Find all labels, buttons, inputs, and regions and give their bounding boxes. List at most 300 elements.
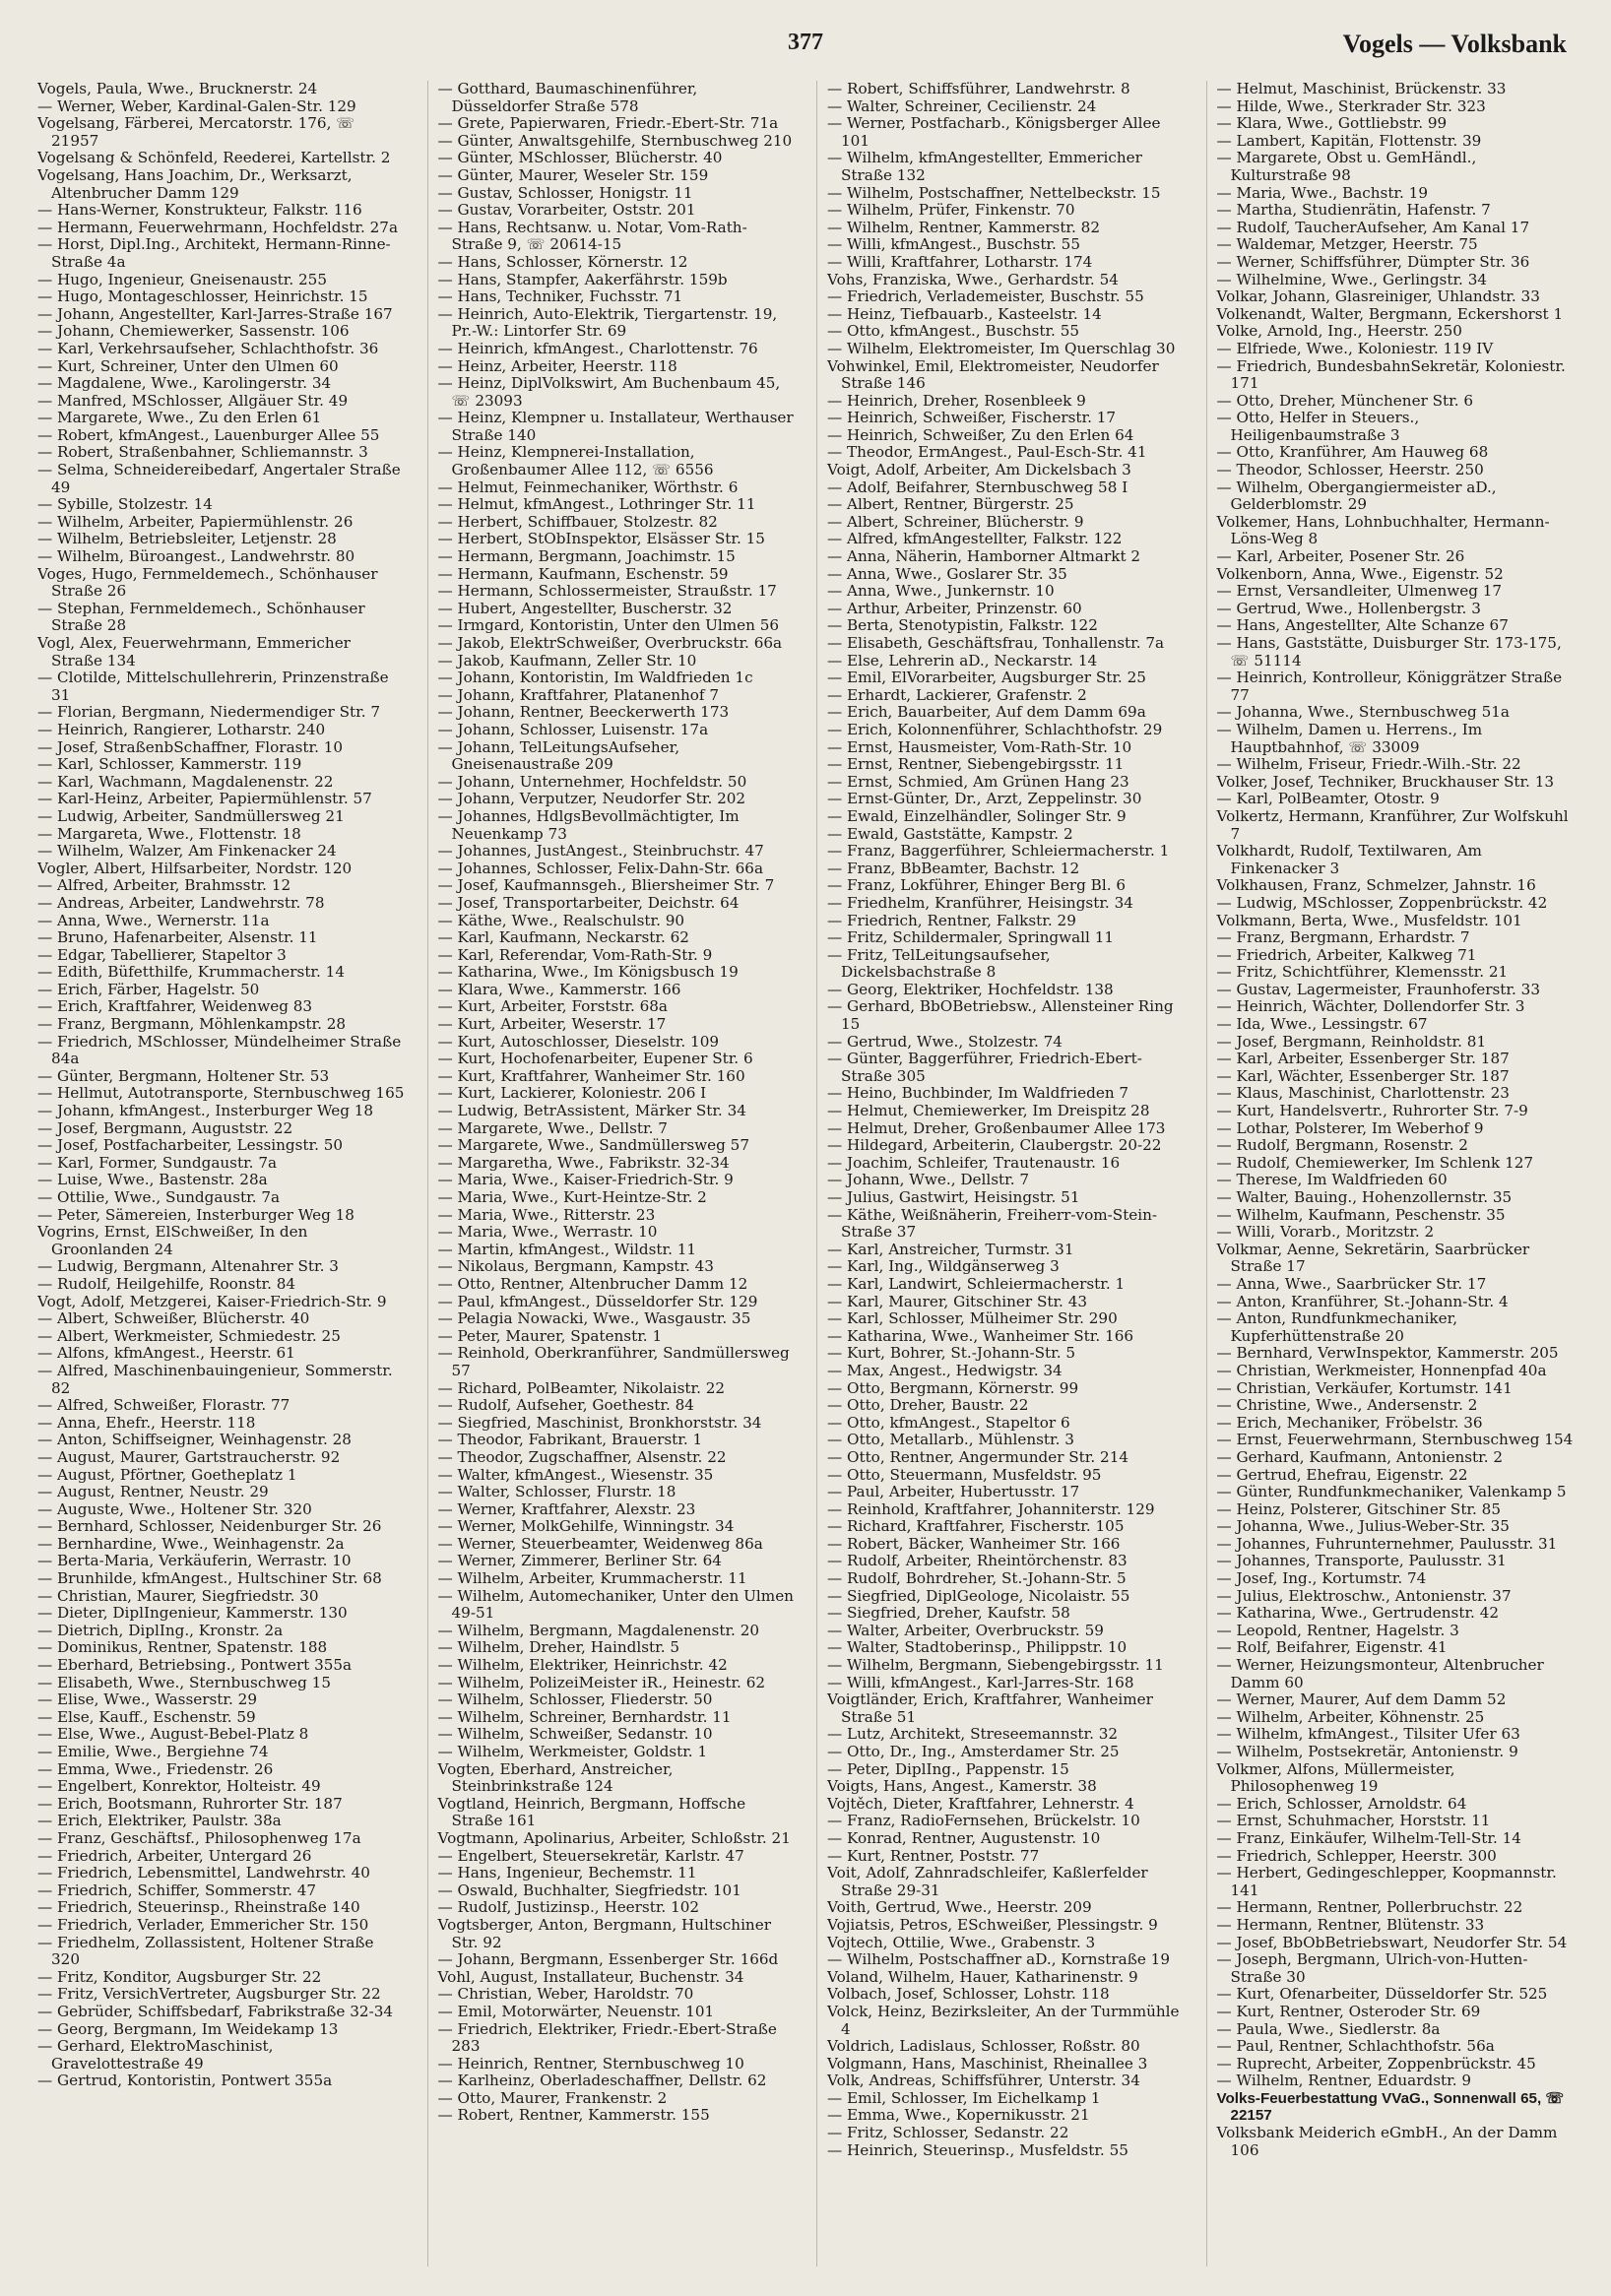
directory-entry: — Margareta, Wwe., Flottenstr. 18 — [37, 824, 301, 843]
directory-entry: — Sybille, Stolzestr. 14 — [37, 495, 213, 514]
directory-entry: Volksbank Meiderich eGmbH., An der Damm 106 — [1216, 2124, 1558, 2159]
directory-entry: — Rudolf, Justizinsp., Heerstr. 102 — [437, 1898, 700, 1917]
directory-entry: — Kurt, Rentner, Osteroder Str. 69 — [1216, 2002, 1481, 2020]
directory-entry: — Josef, Bergmann, Auguststr. 22 — [37, 1118, 293, 1137]
directory-entry: — Gertrud, Wwe., Stolzestr. 74 — [827, 1032, 1063, 1051]
directory-entry: Volkenandt, Walter, Bergmann, Eckershorst 1 — [1216, 304, 1564, 323]
directory-entry: — Heinrich, Dreher, Rosenbleek 9 — [827, 391, 1086, 410]
directory-entry: Volkhausen, Franz, Schmelzer, Jahnstr. 16 — [1216, 876, 1536, 895]
directory-entry: — Friedrich, Elektriker, Friedr.-Ebert-Straße 283 — [437, 2019, 777, 2056]
directory-entry: — Albert, Werkmeister, Schmiedestr. 25 — [37, 1326, 341, 1345]
directory-entry: — Alfons, kfmAngest., Heerstr. 61 — [37, 1344, 295, 1363]
directory-entry: — Theodor, Zugschaffner, Alsenstr. 22 — [437, 1447, 727, 1466]
directory-entry: Volke, Arnold, Ing., Heerstr. 250 — [1216, 322, 1462, 341]
directory-entry: — Edgar, Tabellierer, Stapeltor 3 — [37, 945, 287, 964]
directory-entry: — Willi, kfmAngest., Karl-Jarres-Str. 168 — [827, 1673, 1134, 1691]
directory-entry: — Karl, Schlosser, Mülheimer Str. 290 — [827, 1309, 1118, 1328]
directory-entry: — Josef, Ing., Kortumstr. 74 — [1216, 1569, 1427, 1588]
directory-entry: — Bernhard, Schlosser, Neidenburger Str. 26 — [37, 1517, 382, 1536]
directory-entry: Volkmar, Aenne, Sekretärin, Saarbrücker Straße 17 — [1216, 1240, 1530, 1276]
directory-entry: — Reinhold, Kraftfahrer, Johanniterstr. 129 — [827, 1499, 1155, 1518]
directory-entry: — Ernst, Schuhmacher, Horststr. 11 — [1216, 1812, 1491, 1830]
directory-entry: — Anna, Wwe., Wernerstr. 11a — [37, 911, 270, 929]
directory-entry: — Karl-Heinz, Arbeiter, Papiermühlenstr. 57 — [37, 790, 372, 808]
directory-entry: — Wilhelm, Postsekretär, Antonienstr. 9 — [1216, 1743, 1518, 1760]
directory-entry: — Otto, kfmAngest., Buschstr. 55 — [827, 322, 1080, 341]
directory-entry: — Heinrich, Rangierer, Lotharstr. 240 — [37, 720, 326, 738]
directory-entry: — Hans, Rechtsanw. u. Notar, Vom-Rath-Straße 9, ☏ 20614-15 — [437, 218, 747, 254]
directory-entry: — Georg, Bergmann, Im Weidekamp 13 — [37, 2019, 339, 2038]
directory-entry: — Wilhelm, Bergmann, Magdalenenstr. 20 — [437, 1621, 760, 1639]
directory-entry: — Berta, Stenotypistin, Falkstr. 122 — [827, 616, 1098, 635]
directory-entry: — Heinrich, Schweißer, Fischerstr. 17 — [827, 409, 1117, 427]
directory-entry: — Margaretha, Wwe., Fabrikstr. 32-34 — [437, 1153, 730, 1172]
directory-entry: — Günter, Anwaltsgehilfe, Sternbuschweg 210 — [437, 131, 793, 150]
directory-entry: — Gerhard, Kaufmann, Antonienstr. 2 — [1216, 1447, 1504, 1466]
directory-entry: — Friedrich, Arbeiter, Kalkweg 71 — [1216, 945, 1477, 964]
directory-entry: — Alfred, Schweißer, Florastr. 77 — [37, 1396, 290, 1415]
directory-entry: — Hermann, Kaufmann, Eschenstr. 59 — [437, 564, 729, 583]
directory-entry: — Karl, Arbeiter, Posener Str. 26 — [1216, 547, 1465, 566]
directory-entry: — Johann, Angestellter, Karl-Jarres-Straße 167 — [37, 304, 393, 323]
directory-entry: — Christian, Werkmeister, Honnenpfad 40a — [1216, 1361, 1547, 1379]
directory-entry: — Werner, MolkGehilfe, Winningstr. 34 — [437, 1517, 735, 1536]
directory-entry: — Rudolf, Aufseher, Goethestr. 84 — [437, 1396, 694, 1415]
directory-entry: — Stephan, Fernmeldemech., Schönhauser Straße 28 — [37, 599, 365, 635]
directory-entry: — Kurt, Arbeiter, Weserstr. 17 — [437, 1015, 667, 1034]
directory-entry: — Konrad, Rentner, Augustenstr. 10 — [827, 1828, 1101, 1847]
directory-entry: Volkar, Johann, Glasreiniger, Uhlandstr. 33 — [1216, 287, 1540, 306]
directory-entry: — Hermann, Bergmann, Joachimstr. 15 — [437, 547, 736, 566]
directory-entry: — Gebrüder, Schiffsbedarf, Fabrikstraße 32-34 — [37, 2002, 394, 2020]
directory-entry: — Werner, Schiffsführer, Dümpter Str. 36 — [1216, 252, 1530, 271]
directory-entry: — Werner, Heizungsmonteur, Altenbrucher Damm 60 — [1216, 1656, 1544, 1691]
directory-entry: — Ernst, Hausmeister, Vom-Rath-Str. 10 — [827, 737, 1132, 756]
directory-entry: — Karl, PolBeamter, Otostr. 9 — [1216, 790, 1440, 808]
directory-entry: — Elfriede, Wwe., Koloniestr. 119 IV — [1216, 339, 1494, 357]
directory-entry: — Auguste, Wwe., Holtener Str. 320 — [37, 1499, 312, 1518]
directory-entry: Vogtmann, Apolinarius, Arbeiter, Schloßstr. 21 — [437, 1828, 791, 1847]
directory-entry: — Hans, Schlosser, Körnerstr. 12 — [437, 252, 688, 271]
directory-entry: — Clotilde, Mittelschullehrerin, Prinzenstraße 31 — [37, 669, 389, 704]
directory-entry: — Heinz, DiplVolkswirt, Am Buchenbaum 45, ☏ 23093 — [437, 374, 781, 410]
directory-entry: — Johann, Rentner, Beeckerwerth 173 — [437, 703, 730, 722]
directory-entry: Volkertz, Hermann, Kranführer, Zur Wolfskuhl 7 — [1216, 806, 1569, 843]
directory-entry: — Else, Kauff., Eschenstr. 59 — [37, 1707, 256, 1726]
directory-entry: — Jakob, ElektrSchweißer, Overbruckstr. 66a — [437, 634, 783, 652]
directory-column-1 — [37, 81, 406, 2266]
directory-entry: — Else, Wwe., August-Bebel-Platz 8 — [37, 1725, 309, 1744]
directory-entry: — Bernhardine, Wwe., Weinhagenstr. 2a — [37, 1534, 345, 1553]
directory-entry: — Karl, Landwirt, Schleiermacherstr. 1 — [827, 1274, 1126, 1293]
directory-entry: — Alfred, Maschinenbauingenieur, Sommerstr. 82 — [37, 1361, 393, 1397]
directory-entry: Voldrich, Ladislaus, Schlosser, Roßstr. 80 — [827, 2037, 1140, 2056]
directory-entry: — Friedrich, Arbeiter, Untergard 26 — [37, 1846, 312, 1865]
directory-entry: Vogler, Albert, Hilfsarbeiter, Nordstr. 120 — [37, 859, 353, 877]
directory-entry: — Johanna, Wwe., Sternbuschweg 51a — [1216, 703, 1510, 722]
directory-entry: — Alfred, kfmAngestellter, Falkstr. 122 — [827, 530, 1123, 548]
directory-entry: Voigts, Hans, Angest., Kamerstr. 38 — [827, 1777, 1097, 1796]
directory-entry: — Wilhelm, Postschaffner, Nettelbeckstr. 15 — [827, 183, 1161, 202]
directory-entry: — Anna, Wwe., Junkernstr. 10 — [827, 582, 1055, 601]
directory-entry: — Peter, DiplIng., Pappenstr. 15 — [827, 1759, 1069, 1778]
directory-entry: — Johann, kfmAngest., Insterburger Weg 18 — [37, 1102, 374, 1120]
directory-entry: — Friedrich, Rentner, Falkstr. 29 — [827, 911, 1076, 929]
directory-entry: — Rudolf, Bergmann, Rosenstr. 2 — [1216, 1136, 1468, 1155]
directory-entry: — Wilhelm, Postschaffner aD., Kornstraße 19 — [827, 1950, 1170, 1969]
directory-entry: — Friedrich, Schiffer, Sommerstr. 47 — [37, 1881, 317, 1899]
directory-entry: — Paul, Rentner, Schlachthofstr. 56a — [1216, 2037, 1495, 2056]
directory-entry: — Walter, Bauing., Hohenzollernstr. 35 — [1216, 1188, 1513, 1206]
directory-entry: — Bruno, Hafenarbeiter, Alsenstr. 11 — [37, 928, 318, 947]
directory-entry: — Walter, Stadtoberinsp., Philippstr. 10 — [827, 1638, 1128, 1657]
directory-entry: — Karlheinz, Oberladeschaffner, Dellstr. 62 — [437, 2072, 767, 2090]
directory-entry: — Heinrich, kfmAngest., Charlottenstr. 76 — [437, 339, 758, 357]
directory-entry: — Rolf, Beifahrer, Eigenstr. 41 — [1216, 1638, 1448, 1657]
directory-entry: — Johann, Schlosser, Luisenstr. 17a — [437, 720, 709, 738]
directory-entry: — Wilhelm, Arbeiter, Krummacherstr. 11 — [437, 1569, 747, 1588]
directory-entry: — Franz, Bergmann, Möhlenkampstr. 28 — [37, 1015, 347, 1034]
directory-entry: Volkmann, Berta, Wwe., Musfeldstr. 101 — [1216, 911, 1522, 929]
directory-entry: — Hugo, Montageschlosser, Heinrichstr. 15 — [37, 287, 368, 306]
directory-entry: — Paula, Wwe., Siedlerstr. 8a — [1216, 2019, 1441, 2038]
directory-entry: — Johannes, HdlgsBevollmächtigter, Im Neuenkamp 73 — [437, 806, 740, 843]
directory-entry: — Rudolf, TaucherAufseher, Am Kanal 17 — [1216, 218, 1530, 236]
directory-entry: — Karl, Schlosser, Kammerstr. 119 — [37, 755, 302, 774]
directory-entry: Volck, Heinz, Bezirksleiter, An der Turmmühle 4 — [827, 2002, 1180, 2038]
directory-entry: — Ludwig, Arbeiter, Sandmüllersweg 21 — [37, 806, 345, 825]
directory-entry: — Ernst, Schmied, Am Grünen Hang 23 — [827, 772, 1129, 791]
directory-entry: — Maria, Wwe., Bachstr. 19 — [1216, 183, 1428, 202]
directory-entry: — Ernst, Versandleiter, Ulmenweg 17 — [1216, 582, 1503, 601]
directory-entry: — Leopold, Rentner, Hagelstr. 3 — [1216, 1621, 1459, 1639]
directory-entry: — Wilhelm, Arbeiter, Papiermühlenstr. 26 — [37, 512, 354, 531]
directory-entry: — Heinz, Tiefbauarb., Kasteelstr. 14 — [827, 304, 1102, 323]
directory-entry: — Karl, Wachmann, Magdalenenstr. 22 — [37, 772, 334, 791]
directory-entry: — Friedrich, BundesbahnSekretär, Koloniestr. 171 — [1216, 356, 1566, 393]
directory-entry: — Hermann, Rentner, Pollerbruchstr. 22 — [1216, 1898, 1523, 1917]
directory-entry: — Otto, Maurer, Frankenstr. 2 — [437, 2088, 668, 2107]
directory-entry: — Walter, Schreiner, Cecilienstr. 24 — [827, 96, 1097, 115]
directory-entry: Vojtech, Ottilie, Wwe., Grabenstr. 3 — [827, 1933, 1096, 1951]
directory-entry: — Joseph, Bergmann, Ulrich-von-Hutten-Straße 30 — [1216, 1950, 1528, 1986]
directory-entry: — Ewald, Einzelhändler, Solinger Str. 9 — [827, 806, 1127, 825]
directory-entry: — Dominikus, Rentner, Spatenstr. 188 — [37, 1638, 328, 1657]
directory-entry: — Walter, kfmAngest., Wiesenstr. 35 — [437, 1465, 714, 1484]
directory-entry: — Kurt, Schreiner, Unter den Ulmen 60 — [37, 356, 339, 375]
directory-entry: — Selma, Schneidereibedarf, Angertaler Straße 49 — [37, 461, 401, 496]
directory-entry: Volkemer, Hans, Lohnbuchhalter, Hermann-Löns-Weg 8 — [1216, 512, 1550, 548]
directory-entry: — Heinz, Klempner u. Installateur, Werthauser Straße 140 — [437, 409, 794, 444]
directory-entry: — Ludwig, BetrAssistent, Märker Str. 34 — [437, 1102, 746, 1120]
directory-entry: — Emilie, Wwe., Bergiehne 74 — [37, 1743, 269, 1760]
directory-entry: — Helmut, Dreher, Großenbaumer Allee 173 — [827, 1118, 1166, 1137]
directory-entry: — Otto, Rentner, Angermunder Str. 214 — [827, 1447, 1129, 1466]
directory-entry: — Ludwig, Bergmann, Altenahrer Str. 3 — [37, 1257, 339, 1276]
directory-entry: — Erhardt, Lackierer, Grafenstr. 2 — [827, 685, 1087, 704]
directory-entry: — Waldemar, Metzger, Heerstr. 75 — [1216, 235, 1478, 254]
directory-entry: — Gertrud, Kontoristin, Pontwert 355a — [37, 2072, 333, 2090]
directory-entry: — Otto, Dreher, Münchener Str. 6 — [1216, 391, 1474, 410]
directory-entry: — Katharina, Wwe., Im Königsbusch 19 — [437, 963, 739, 982]
directory-entry: — Maria, Wwe., Kaiser-Friedrich-Str. 9 — [437, 1171, 734, 1189]
directory-entry: Vogrins, Ernst, ElSchweißer, In den Groonlanden 24 — [37, 1223, 308, 1258]
directory-entry: Vojiatsis, Petros, ESchweißer, Plessingstr. 9 — [827, 1915, 1158, 1934]
directory-entry: — Hubert, Angestellter, Buscherstr. 32 — [437, 599, 733, 617]
directory-entry: — Wilhelm, Bergmann, Siebengebirgsstr. 11 — [827, 1656, 1164, 1675]
directory-entry: — Gustav, Vorarbeiter, Oststr. 201 — [437, 201, 696, 220]
directory-entry: — Franz, Bergmann, Erhardstr. 7 — [1216, 928, 1470, 947]
directory-entry: — Johannes, Schlosser, Felix-Dahn-Str. 66a — [437, 859, 763, 877]
directory-entry: — Otto, Helfer in Steuers., Heiligenbaumstraße 3 — [1216, 409, 1420, 444]
directory-entry: Vohs, Franziska, Wwe., Gerhardstr. 54 — [827, 270, 1119, 288]
directory-entry: — Johann, Wwe., Dellstr. 7 — [827, 1171, 1030, 1189]
directory-entry: — Ida, Wwe., Lessingstr. 67 — [1216, 1015, 1428, 1034]
directory-entry: — Friedhelm, Zollassistent, Holtener Straße 320 — [37, 1933, 374, 1969]
directory-entry: Vogten, Eberhard, Anstreicher, Steinbrinkstraße 124 — [437, 1759, 674, 1796]
directory-entry: — Richard, PolBeamter, Nikolaistr. 22 — [437, 1378, 726, 1397]
directory-entry: — Elise, Wwe., Wasserstr. 29 — [37, 1690, 257, 1709]
directory-entry: Vogtsberger, Anton, Bergmann, Hultschiner Str. 92 — [437, 1915, 771, 1951]
directory-entry: — Heinz, Arbeiter, Heerstr. 118 — [437, 356, 677, 375]
directory-entry: — Erich, Färber, Hagelstr. 50 — [37, 980, 260, 998]
directory-entry: — Klaus, Maschinist, Charlottenstr. 23 — [1216, 1084, 1510, 1103]
directory-entry: — Engelbert, Konrektor, Holteistr. 49 — [37, 1777, 321, 1796]
directory-entry: — Wilhelm, kfmAngest., Tilsiter Ufer 63 — [1216, 1725, 1520, 1744]
directory-entry: — Karl, Verkehrsaufseher, Schlachthofstr. 36 — [37, 339, 379, 357]
directory-entry: — Anna, Näherin, Hamborner Altmarkt 2 — [827, 547, 1141, 566]
directory-entry: — Hans-Werner, Konstrukteur, Falkstr. 116 — [37, 201, 362, 220]
directory-entry: — Heinrich, Steuerinsp., Musfeldstr. 55 — [827, 2140, 1128, 2159]
directory-entry: Vogl, Alex, Feuerwehrmann, Emmericher Straße 134 — [37, 634, 351, 670]
directory-entry: — Werner, Kraftfahrer, Alexstr. 23 — [437, 1499, 696, 1518]
directory-entry: — Johannes, Fuhrunternehmer, Paulusstr. 31 — [1216, 1534, 1558, 1553]
directory-entry: — Walter, Arbeiter, Overbruckstr. 59 — [827, 1621, 1104, 1639]
directory-entry: — Wilhelm, Kaufmann, Peschenstr. 35 — [1216, 1205, 1506, 1224]
directory-entry: — Herbert, StObInspektor, Elsässer Str. 15 — [437, 530, 765, 548]
directory-entry: — Dietrich, DiplIng., Kronstr. 2a — [37, 1621, 284, 1639]
directory-entry: — Werner, Steuerbeamter, Weidenweg 86a — [437, 1534, 763, 1553]
directory-entry: — Hans, Gaststätte, Duisburger Str. 173-175, ☏ 51114 — [1216, 634, 1562, 670]
directory-entry: — Julius, Elektroschw., Antonienstr. 37 — [1216, 1586, 1512, 1605]
directory-entry: — Heino, Buchbinder, Im Waldfrieden 7 — [827, 1084, 1129, 1103]
directory-column-2 — [427, 81, 796, 2266]
directory-entry: — Wilhelm, Automechaniker, Unter den Ulmen 49-51 — [437, 1586, 794, 1623]
directory-entry: — Otto, kfmAngest., Stapeltor 6 — [827, 1413, 1070, 1432]
directory-entry: — Martin, kfmAngest., Wildstr. 11 — [437, 1240, 697, 1258]
directory-entry: — Friedrich, Verlader, Emmericher Str. 150 — [37, 1915, 369, 1934]
directory-entry: Vojtěch, Dieter, Kraftfahrer, Lehnerstr. 4 — [827, 1794, 1134, 1813]
directory-entry: — Gertrud, Wwe., Hollenbergstr. 3 — [1216, 599, 1481, 617]
directory-entry: — Wilhelm, Prüfer, Finkenstr. 70 — [827, 201, 1075, 220]
directory-entry: — Wilhelmine, Wwe., Gerlingstr. 34 — [1216, 270, 1488, 288]
directory-entry: — Albert, Rentner, Bürgerstr. 25 — [827, 495, 1074, 514]
directory-entry: — Josef, StraßenbSchaffner, Florastr. 10 — [37, 737, 344, 756]
directory-entry: — Reinhold, Oberkranführer, Sandmüllersweg 57 — [437, 1344, 790, 1379]
directory-entry: — Rudolf, Heilgehilfe, Roonstr. 84 — [37, 1274, 296, 1293]
directory-entry: — Heinz, Klempnerei-Installation, Großenbaumer Allee 112, ☏ 6556 — [437, 443, 714, 479]
directory-entry: — Hildegard, Arbeiterin, Claubergstr. 20-22 — [827, 1136, 1162, 1155]
directory-entry: — Joachim, Schleifer, Trautenaustr. 16 — [827, 1153, 1121, 1172]
directory-entry: Voith, Gertrud, Wwe., Heerstr. 209 — [827, 1898, 1092, 1917]
directory-entry: — Wilhelm, Elektriker, Heinrichstr. 42 — [437, 1656, 728, 1675]
directory-entry: — Friedrich, Lebensmittel, Landwehrstr. 40 — [37, 1864, 370, 1882]
directory-entry: — Theodor, Fabrikant, Brauerstr. 1 — [437, 1431, 703, 1449]
directory-entry: — Margarete, Wwe., Dellstr. 7 — [437, 1118, 668, 1137]
directory-entry: — Theodor, Schlosser, Heerstr. 250 — [1216, 461, 1484, 479]
directory-entry: — Irmgard, Kontoristin, Unter den Ulmen 56 — [437, 616, 780, 635]
directory-entry: — Karl, Former, Sundgaustr. 7a — [37, 1153, 278, 1172]
directory-entry: — Elisabeth, Wwe., Sternbuschweg 15 — [37, 1673, 331, 1691]
directory-entry: Volkhardt, Rudolf, Textilwaren, Am Finkenacker 3 — [1216, 842, 1482, 877]
directory-entry: — Hilde, Wwe., Sterkrader Str. 323 — [1216, 96, 1486, 115]
page-number: 377 — [788, 30, 823, 55]
directory-entry: — Christian, Verkäufer, Kortumstr. 141 — [1216, 1378, 1513, 1397]
directory-entry: — Willi, Kraftfahrer, Lotharstr. 174 — [827, 252, 1093, 271]
directory-entry: — Siegfried, Dreher, Kaufstr. 58 — [827, 1604, 1070, 1623]
directory-entry: — Martha, Studienrätin, Hafenstr. 7 — [1216, 201, 1491, 220]
directory-entry: — Werner, Zimmerer, Berliner Str. 64 — [437, 1552, 722, 1570]
directory-entry: — Fritz, VersichVertreter, Augsburger Str. 22 — [37, 1985, 381, 2004]
directory-entry: — Käthe, Wwe., Realschulstr. 90 — [437, 911, 685, 929]
directory-entry: — Johanna, Wwe., Julius-Weber-Str. 35 — [1216, 1517, 1510, 1536]
directory-entry: — Gotthard, Baumaschinenführer, Düsseldorfer Straße 578 — [437, 81, 698, 115]
directory-entry: — Wilhelm, Rentner, Kammerstr. 82 — [827, 218, 1100, 236]
directory-entry: — Ernst-Günter, Dr., Arzt, Zeppelinstr. 30 — [827, 790, 1142, 808]
directory-entry: Volgmann, Hans, Maschinist, Rheinallee 3 — [827, 2054, 1148, 2073]
directory-entry: — Anton, Kranführer, St.-Johann-Str. 4 — [1216, 1292, 1509, 1310]
directory-entry: — Horst, Dipl.Ing., Architekt, Hermann-Rinne-Straße 4a — [37, 235, 391, 271]
directory-entry: — Karl, Wächter, Essenberger Str. 187 — [1216, 1066, 1510, 1085]
directory-entry: — Josef, Kaufmannsgeh., Bliersheimer Str. 7 — [437, 876, 775, 895]
directory-entry: Vogtland, Heinrich, Bergmann, Hoffsche Straße 161 — [437, 1794, 746, 1830]
directory-entry: — Julius, Gastwirt, Heisingstr. 51 — [827, 1188, 1080, 1206]
directory-entry: — Josef, Transportarbeiter, Deichstr. 64 — [437, 893, 740, 912]
directory-entry: — Hans, Ingenieur, Bechemstr. 11 — [437, 1864, 697, 1882]
directory-entry: — Wilhelm, Büroangest., Landwehrstr. 80 — [37, 547, 355, 566]
directory-entry: — Karl, Maurer, Gitschiner Str. 43 — [827, 1292, 1088, 1310]
directory-entry: Vogelsang & Schönfeld, Reederei, Kartellstr. 2 — [37, 149, 391, 167]
directory-entry: — Peter, Sämereien, Insterburger Weg 18 — [37, 1205, 354, 1224]
directory-entry: — Karl, Kaufmann, Neckarstr. 62 — [437, 928, 689, 947]
directory-entry: — Josef, Postfacharbeiter, Lessingstr. 50 — [37, 1136, 344, 1155]
directory-entry: — Friedrich, Schlepper, Heerstr. 300 — [1216, 1846, 1497, 1865]
directory-entry: — Wilhelm, Walzer, Am Finkenacker 24 — [37, 842, 337, 861]
directory-entry: — Karl, Arbeiter, Essenberger Str. 187 — [1216, 1050, 1510, 1068]
directory-entry: — Max, Angest., Hedwigstr. 34 — [827, 1361, 1063, 1379]
directory-entry: — Margarete, Obst u. GemHändl., Kulturstraße 98 — [1216, 149, 1477, 184]
directory-entry: — Karl, Referendar, Vom-Rath-Str. 9 — [437, 945, 713, 964]
directory-entry: — Heinrich, Schweißer, Zu den Erlen 64 — [827, 425, 1134, 444]
directory-entry: — Luise, Wwe., Bastenstr. 28a — [37, 1171, 268, 1189]
directory-entry: — Robert, Straßenbahner, Schliemannstr. 3 — [37, 443, 368, 462]
directory-entry: — Ottilie, Wwe., Sundgaustr. 7a — [37, 1188, 281, 1206]
directory-entry: Vogelsang, Hans Joachim, Dr., Werksarzt, Altenbrucher Damm 129 — [37, 165, 353, 202]
directory-entry: — Therese, Im Waldfrieden 60 — [1216, 1171, 1448, 1189]
directory-entry: — Albert, Schreiner, Blücherstr. 9 — [827, 512, 1084, 531]
directory-entry: — Robert, Bäcker, Wanheimer Str. 166 — [827, 1534, 1121, 1553]
directory-entry: — Theodor, ErmAngest., Paul-Esch-Str. 41 — [827, 443, 1147, 462]
directory-entry: Volbach, Josef, Schlosser, Lohstr. 118 — [827, 1985, 1110, 2004]
directory-entry: — Erich, Bootsmann, Ruhrorter Str. 187 — [37, 1794, 343, 1813]
running-head: Vogels — Volksbank — [1342, 30, 1567, 58]
directory-entry: Vogt, Adolf, Metzgerei, Kaiser-Friedrich-Str. 9 — [37, 1292, 387, 1310]
directory-entry: — Klara, Wwe., Kammerstr. 166 — [437, 980, 681, 998]
directory-entry: — Siegfried, DiplGeologe, Nicolaistr. 55 — [827, 1586, 1130, 1605]
directory-entry: — Werner, Weber, Kardinal-Galen-Str. 129 — [37, 96, 356, 115]
directory-entry: — Gerhard, BbOBetriebsw., Allensteiner Ring 15 — [827, 997, 1174, 1034]
directory-entry: — Robert, Rentner, Kammerstr. 155 — [437, 2106, 710, 2125]
directory-entry: — Wilhelm, Schweißer, Sedanstr. 10 — [437, 1725, 713, 1744]
directory-entry: — Robert, Schiffsführer, Landwehrstr. 8 — [827, 81, 1130, 97]
directory-entry: — Ernst, Rentner, Siebengebirgsstr. 11 — [827, 755, 1125, 774]
directory-entry: — Friedrich, Steuerinsp., Rheinstraße 140 — [37, 1898, 360, 1917]
directory-entry: — Günter, MSchlosser, Blücherstr. 40 — [437, 149, 723, 167]
directory-entry: — Wilhelm, Schlosser, Fliederstr. 50 — [437, 1690, 713, 1709]
directory-entry: — Herbert, Schiffbauer, Stolzestr. 82 — [437, 512, 718, 531]
directory-entry: Voit, Adolf, Zahnradschleifer, Kaßlerfelder Straße 29-31 — [827, 1864, 1148, 1899]
directory-entry: — Eberhard, Betriebsing., Pontwert 355a — [37, 1656, 353, 1675]
directory-entry: — Brunhilde, kfmAngest., Hultschiner Str. 68 — [37, 1569, 382, 1588]
directory-entry: — Fritz, TelLeitungsaufseher, Dickelsbachstraße 8 — [827, 945, 1051, 982]
directory-entry: — Günter, Maurer, Weseler Str. 159 — [437, 165, 709, 184]
directory-entry: — Ruprecht, Arbeiter, Zoppenbrückstr. 45 — [1216, 2054, 1536, 2073]
directory-column-4 — [1206, 81, 1575, 2266]
directory-entry: — Walter, Schlosser, Flurstr. 18 — [437, 1483, 677, 1501]
directory-entry: — Hans, Stampfer, Aakerfährstr. 159b — [437, 270, 728, 288]
directory-entry: — Wilhelm, Arbeiter, Köhnenstr. 25 — [1216, 1707, 1485, 1726]
directory-entry: — Wilhelm, Dreher, Haindlstr. 5 — [437, 1638, 680, 1657]
directory-entry: — Gerhard, ElektroMaschinist, Gravelottestraße 49 — [37, 2037, 274, 2073]
directory-entry: — Siegfried, Maschinist, Bronkhorststr. 34 — [437, 1413, 762, 1432]
directory-entry: — Hugo, Ingenieur, Gneisenaustr. 255 — [37, 270, 327, 288]
directory-entry: — Franz, Baggerführer, Schleiermacherstr. 1 — [827, 842, 1170, 861]
directory-entry: — Kurt, Rentner, Poststr. 77 — [827, 1846, 1040, 1865]
directory-entry: — Werner, Postfacharb., Königsberger Allee 101 — [827, 114, 1161, 150]
directory-entry: — Franz, Einkäufer, Wilhelm-Tell-Str. 14 — [1216, 1828, 1521, 1847]
directory-entry: — Hermann, Schlossermeister, Straußstr. 17 — [437, 582, 777, 601]
directory-entry: — Wilhelm, kfmAngestellter, Emmericher Straße 132 — [827, 149, 1142, 184]
directory-entry: — Fritz, Schlosser, Sedanstr. 22 — [827, 2124, 1069, 2142]
directory-entry: — Heinz, Polsterer, Gitschiner Str. 85 — [1216, 1499, 1501, 1518]
directory-entry: — Heinrich, Wächter, Dollendorfer Str. 3 — [1216, 997, 1525, 1016]
directory-entry: — Friedrich, Verlademeister, Buschstr. 55 — [827, 287, 1144, 306]
directory-entry: — Anton, Rundfunkmechaniker, Kupferhüttenstraße 20 — [1216, 1309, 1458, 1345]
directory-entry: — Nikolaus, Bergmann, Kampstr. 43 — [437, 1257, 714, 1276]
directory-entry: — Wilhelm, Elektromeister, Im Querschlag 30 — [827, 339, 1176, 357]
directory-entry: Vohwinkel, Emil, Elektromeister, Neudorfer Straße 146 — [827, 356, 1159, 393]
directory-entry: — Anna, Ehefr., Heerstr. 118 — [37, 1413, 256, 1432]
directory-entry: — Paul, Arbeiter, Hubertusstr. 17 — [827, 1483, 1080, 1501]
directory-entry: — Christine, Wwe., Andersenstr. 2 — [1216, 1396, 1478, 1415]
directory-entry: — Katharina, Wwe., Gertrudenstr. 42 — [1216, 1604, 1500, 1623]
directory-entry: — Albert, Schweißer, Blücherstr. 40 — [37, 1309, 310, 1328]
directory-entry: — Rudolf, Bohrdreher, St.-Johann-Str. 5 — [827, 1569, 1127, 1588]
directory-entry: — Franz, RadioFernsehen, Brückelstr. 10 — [827, 1812, 1140, 1830]
directory-entry: — Wilhelm, Rentner, Eduardstr. 9 — [1216, 2072, 1472, 2090]
directory-entry: — Emil, ElVorarbeiter, Augsburger Str. 25 — [827, 669, 1146, 687]
directory-entry: — Kurt, Autoschlosser, Dieselstr. 109 — [437, 1032, 720, 1051]
directory-entry: Volks-Feuerbestattung VVaG., Sonnenwall 65, ☏ 22157 — [1216, 2089, 1565, 2125]
directory-entry: — Heinrich, Kontrolleur, Königgrätzer Straße 77 — [1216, 669, 1563, 704]
directory-entry: — Robert, kfmAngest., Lauenburger Allee 55 — [37, 425, 380, 444]
directory-entry: — Katharina, Wwe., Wanheimer Str. 166 — [827, 1326, 1134, 1345]
directory-entry: — Emil, Motorwärter, Neuenstr. 101 — [437, 2002, 715, 2020]
directory-entry: — Erich, Mechaniker, Fröbelstr. 36 — [1216, 1413, 1483, 1432]
directory-entry: — Otto, Kranführer, Am Hauweg 68 — [1216, 443, 1489, 462]
directory-entry: — Heinrich, Auto-Elektrik, Tiergartenstr. 19, Pr.-W.: Lintorfer Str. 69 — [437, 304, 778, 341]
directory-entry: — Ernst, Feuerwehrmann, Sternbuschweg 154 — [1216, 1431, 1574, 1449]
